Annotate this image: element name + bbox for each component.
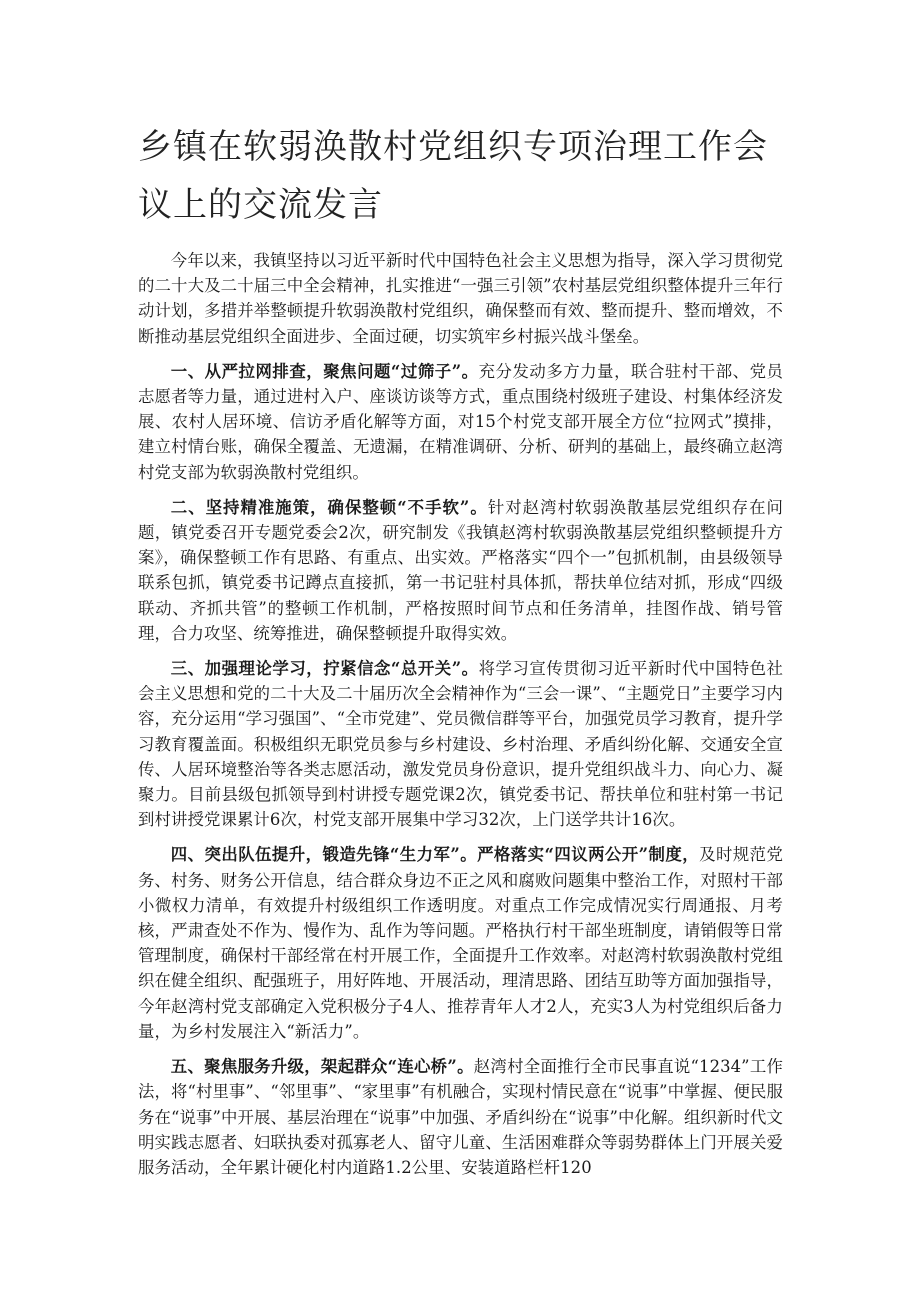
section-paragraph-4: [138, 842, 783, 1044]
section-heading-5: 五、聚焦服务升级，架起群众“连心桥”。: [170, 1057, 474, 1077]
section-body-2: 针对赵湾村软弱涣散基层党组织存在问题，镇党委召开专题党委会2次，研究制发《我镇赵湾村软弱涣散基层党组织整顿提升方案》，确保整顿工作有思路、有重点、出实效。严格落实“四个一”包抓机制，由县级领导联系包抓，镇党委书记蹲点直接抓，第一书记驻村具体抓，帮扶单位结对抓，形成“四级联动、齐抓共管”的整顿工作机制，严格按照时间节点和任务清单，挂图作战、销号管理，合力攻坚、统筹推进，确保整顿提升取得实效。: [138, 497, 783, 643]
section-body-1: 充分发动多方力量，联合驻村干部、党员志愿者等力量，通过进村入户、座谈访谈等方式，重点围绕村级班子建设、村集体经济发展、农村人居环境、信访矛盾化解等方面，对15个村党支部开展全方位“拉网式”摸排，建立村情台账，确保全覆盖、无遗漏，在精准调研、分析、研判的基础上，最终确立赵湾村党支部为软弱涣散村党组织。: [138, 361, 783, 482]
section-heading-3: 三、加强理论学习，拧紧信念“总开关”。: [170, 659, 479, 679]
section-heading-2: 二、坚持精准施策，确保整顿“不手软”。: [170, 497, 488, 517]
section-body-4: 及时规范党务、村务、财务公开信息，结合群众身边不正之风和腐败问题集中整治工作，对照村干部小微权力清单，有效提升村级组织工作透明度。对重点工作完成情况实行周通报、月考核，严肃查处不作为、慢作为、乱作为等问题。严格执行村干部坐班制度，请销假等日常管理制度，确保村干部经常在村开展工作，全面提升工作效率。对赵湾村软弱涣散村党组织在健全组织、配强班子，用好阵地、开展活动，理清思路、团结互助等方面加强指导，今年赵湾村党支部确定入党积极分子4人、推荐青年人才2人，充实3人为村党组织后备力量，为乡村发展注入“新活力”。: [138, 845, 783, 1041]
section-heading-1: 一、从严拉网排查，聚焦问题“过筛子”。: [170, 361, 479, 381]
document-page: [138, 118, 783, 1190]
intro-paragraph: 今年以来，我镇坚持以习近平新时代中国特色社会主义思想为指导，深入学习贯彻党的二十大及二十届三中全会精神，扎实推进“一强三引领”农村基层党组织整体提升三年行动计划，多措并举整顿提升软弱涣散村党组织，确保整而有效、整而提升、整而增效，不断推动基层党组织全面进步、全面过硬，切实筑牢乡村振兴战斗堡垒。: [138, 251, 783, 346]
section-body-5: 赵湾村全面推行全市民事直说“1234”工作法，将“村里事”、“邻里事”、“家里事”有机融合，实现村情民意在“说事”中掌握、便民服务在“说事”中开展、基层治理在“说事”中加强、矛盾纠纷在“说事”中化解。组织新时代文明实践志愿者、妇联执委对孤寡老人、留守儿童、生活困难群众等弱势群体上门开展关爱服务活动，全年累计硬化村内道路1.2公里、安装道路栏杆120: [138, 1057, 784, 1177]
page-title: 乡镇在软弱涣散村党组织专项治理工作会议上的交流发言: [138, 127, 768, 225]
section-paragraph-1: [138, 359, 783, 485]
section-paragraph-2: [138, 495, 783, 646]
section-paragraph-3: [138, 656, 783, 832]
section-heading-4: 四、突出队伍提升，锻造先锋“生力军”。严格落实“四议两公开”制度，: [170, 845, 700, 865]
section-paragraph-5: [138, 1054, 783, 1180]
section-body-3: 将学习宣传贯彻习近平新时代中国特色社会主义思想和党的二十大及二十届历次全会精神作为“三会一课”、“主题党日”主要学习内容，充分运用“学习强国”、“全市党建”、党员微信群等平台，加强党员学习教育，提升学习教育覆盖面。积极组织无职党员参与乡村建设、乡村治理、矛盾纠纷化解、交通安全宣传、人居环境整治等各类志愿活动，激发党员身份意识，提升党组织战斗力、向心力、凝聚力。目前县级包抓领导到村讲授专题党课2次，镇党委书记、帮扶单位和驻村第一书记到村讲授党课累计6次，村党支部开展集中学习32次，上门送学共计16次。: [138, 659, 783, 830]
